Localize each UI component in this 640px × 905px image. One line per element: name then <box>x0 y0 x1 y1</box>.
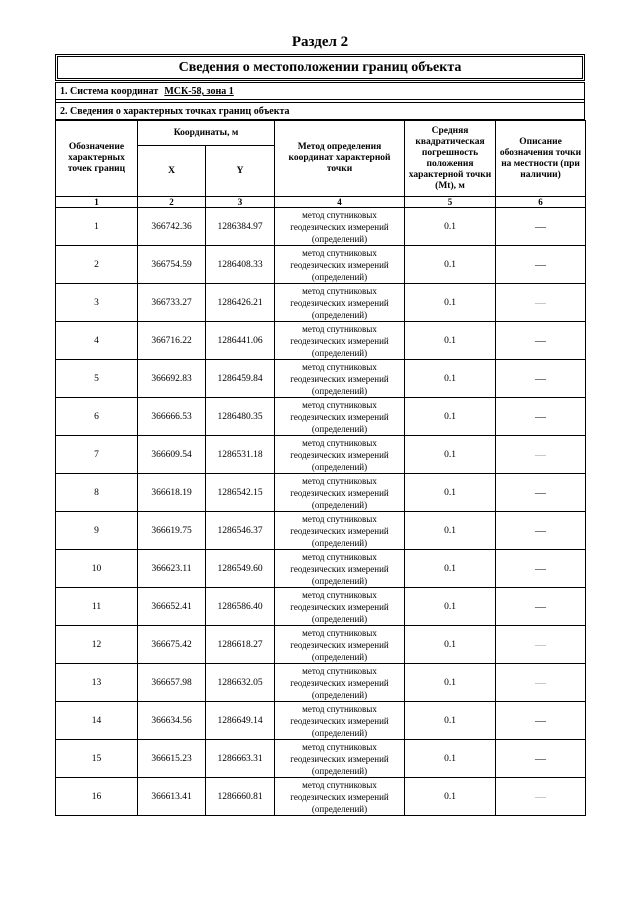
table-row <box>56 550 586 588</box>
coord-x: 366733.27 <box>138 284 206 322</box>
mt-value: 0.1 <box>405 398 496 436</box>
mt-value: 0.1 <box>405 512 496 550</box>
description: — <box>496 360 586 398</box>
mt-value: 0.1 <box>405 246 496 284</box>
point-number: 5 <box>56 360 138 398</box>
mt-value: 0.1 <box>405 702 496 740</box>
coord-x: 366742.36 <box>138 208 206 246</box>
section-title: Раздел 2 <box>291 34 349 50</box>
header-x: X <box>138 146 206 197</box>
coord-y: 1286384.97 <box>206 208 275 246</box>
table-row <box>56 626 586 664</box>
coord-y: 1286549.60 <box>206 550 275 588</box>
table-row <box>56 740 586 778</box>
coord-x: 366675.42 <box>138 626 206 664</box>
description: — <box>496 778 586 816</box>
table-row <box>56 474 586 512</box>
main-title: Сведения о местоположении границ объекта <box>57 56 583 79</box>
column-number: 1 <box>56 197 138 208</box>
method: метод спутниковых геодезических измерений (определений) <box>275 398 405 436</box>
description: — <box>496 512 586 550</box>
coord-y: 1286542.15 <box>206 474 275 512</box>
table-body <box>56 208 586 816</box>
header-point: Обозначение характерных точек границ <box>56 121 138 197</box>
table-row <box>56 284 586 322</box>
mt-value: 0.1 <box>405 208 496 246</box>
description: — <box>496 436 586 474</box>
header-method: Метод определения координат характерной точки <box>275 121 405 197</box>
description: — <box>496 322 586 360</box>
coord-x: 366613.41 <box>138 778 206 816</box>
coord-x: 366634.56 <box>138 702 206 740</box>
coord-system-value: МСК-58, зона 1 <box>164 86 234 97</box>
table-row <box>56 778 586 816</box>
method: метод спутниковых геодезических измерений (определений) <box>275 436 405 474</box>
coord-y: 1286660.81 <box>206 778 275 816</box>
point-number: 8 <box>56 474 138 512</box>
mt-value: 0.1 <box>405 284 496 322</box>
coord-y: 1286408.33 <box>206 246 275 284</box>
coord-x: 366623.11 <box>138 550 206 588</box>
mt-value: 0.1 <box>405 360 496 398</box>
points-table <box>55 120 586 816</box>
description: — <box>496 550 586 588</box>
coord-y: 1286459.84 <box>206 360 275 398</box>
coord-x: 366618.19 <box>138 474 206 512</box>
point-number: 14 <box>56 702 138 740</box>
header-error: Средняя квадратическая погрешность положения характерной точки (Mt), м <box>405 121 496 197</box>
description: — <box>496 474 586 512</box>
method: метод спутниковых геодезических измерений (определений) <box>275 360 405 398</box>
description: — <box>496 398 586 436</box>
description: — <box>496 626 586 664</box>
point-number: 12 <box>56 626 138 664</box>
mt-value: 0.1 <box>405 474 496 512</box>
mt-value: 0.1 <box>405 588 496 626</box>
table-row <box>56 360 586 398</box>
table-row <box>56 398 586 436</box>
coord-x: 366716.22 <box>138 322 206 360</box>
coord-system-label: 1. Система координат <box>60 86 159 97</box>
coord-x: 366666.53 <box>138 398 206 436</box>
coord-y: 1286546.37 <box>206 512 275 550</box>
point-number: 10 <box>56 550 138 588</box>
point-number: 7 <box>56 436 138 474</box>
point-number: 1 <box>56 208 138 246</box>
method: метод спутниковых геодезических измерений (определений) <box>275 778 405 816</box>
method: метод спутниковых геодезических измерений (определений) <box>275 322 405 360</box>
mt-value: 0.1 <box>405 778 496 816</box>
table-row <box>56 246 586 284</box>
header-description: Описание обозначения точки на местности (при наличии) <box>496 121 586 197</box>
point-number: 4 <box>56 322 138 360</box>
coord-y: 1286632.05 <box>206 664 275 702</box>
description: — <box>496 246 586 284</box>
method: метод спутниковых геодезических измерений (определений) <box>275 246 405 284</box>
column-number: 4 <box>275 197 405 208</box>
description: — <box>496 588 586 626</box>
mt-value: 0.1 <box>405 626 496 664</box>
point-number: 3 <box>56 284 138 322</box>
method: метод спутниковых геодезических измерений (определений) <box>275 588 405 626</box>
coord-y: 1286531.18 <box>206 436 275 474</box>
coord-y: 1286586.40 <box>206 588 275 626</box>
coord-y: 1286441.06 <box>206 322 275 360</box>
column-number: 2 <box>138 197 206 208</box>
table-row <box>56 322 586 360</box>
coord-y: 1286618.27 <box>206 626 275 664</box>
description: — <box>496 284 586 322</box>
method: метод спутниковых геодезических измерений (определений) <box>275 550 405 588</box>
coord-y: 1286649.14 <box>206 702 275 740</box>
coord-y: 1286426.21 <box>206 284 275 322</box>
coord-x: 366609.54 <box>138 436 206 474</box>
description: — <box>496 664 586 702</box>
column-number: 5 <box>405 197 496 208</box>
column-number-row <box>56 197 586 208</box>
coord-x: 366615.23 <box>138 740 206 778</box>
table-row <box>56 664 586 702</box>
coord-x: 366619.75 <box>138 512 206 550</box>
coord-system-row <box>55 82 585 100</box>
coord-y: 1286663.31 <box>206 740 275 778</box>
mt-value: 0.1 <box>405 664 496 702</box>
mt-value: 0.1 <box>405 322 496 360</box>
method: метод спутниковых геодезических измерений (определений) <box>275 208 405 246</box>
method: метод спутниковых геодезических измерений (определений) <box>275 702 405 740</box>
document-frame <box>55 54 585 816</box>
points-heading: 2. Сведения о характерных точках границ объекта <box>55 102 585 120</box>
method: метод спутниковых геодезических измерений (определений) <box>275 664 405 702</box>
coord-x: 366754.59 <box>138 246 206 284</box>
description: — <box>496 208 586 246</box>
method: метод спутниковых геодезических измерений (определений) <box>275 284 405 322</box>
column-number: 6 <box>496 197 586 208</box>
point-number: 2 <box>56 246 138 284</box>
coord-y: 1286480.35 <box>206 398 275 436</box>
header-coords: Координаты, м <box>138 121 275 146</box>
table-row <box>56 436 586 474</box>
point-number: 16 <box>56 778 138 816</box>
point-number: 15 <box>56 740 138 778</box>
column-number: 3 <box>206 197 275 208</box>
mt-value: 0.1 <box>405 550 496 588</box>
mt-value: 0.1 <box>405 436 496 474</box>
method: метод спутниковых геодезических измерений (определений) <box>275 474 405 512</box>
table-row <box>56 702 586 740</box>
header-y: Y <box>206 146 275 197</box>
mt-value: 0.1 <box>405 740 496 778</box>
table-row <box>56 588 586 626</box>
point-number: 9 <box>56 512 138 550</box>
point-number: 11 <box>56 588 138 626</box>
description: — <box>496 702 586 740</box>
coord-x: 366692.83 <box>138 360 206 398</box>
point-number: 13 <box>56 664 138 702</box>
description: — <box>496 740 586 778</box>
method: метод спутниковых геодезических измерений (определений) <box>275 740 405 778</box>
table-row <box>56 208 586 246</box>
coord-x: 366657.98 <box>138 664 206 702</box>
table-row <box>56 512 586 550</box>
point-number: 6 <box>56 398 138 436</box>
coord-x: 366652.41 <box>138 588 206 626</box>
method: метод спутниковых геодезических измерений (определений) <box>275 512 405 550</box>
method: метод спутниковых геодезических измерений (определений) <box>275 626 405 664</box>
